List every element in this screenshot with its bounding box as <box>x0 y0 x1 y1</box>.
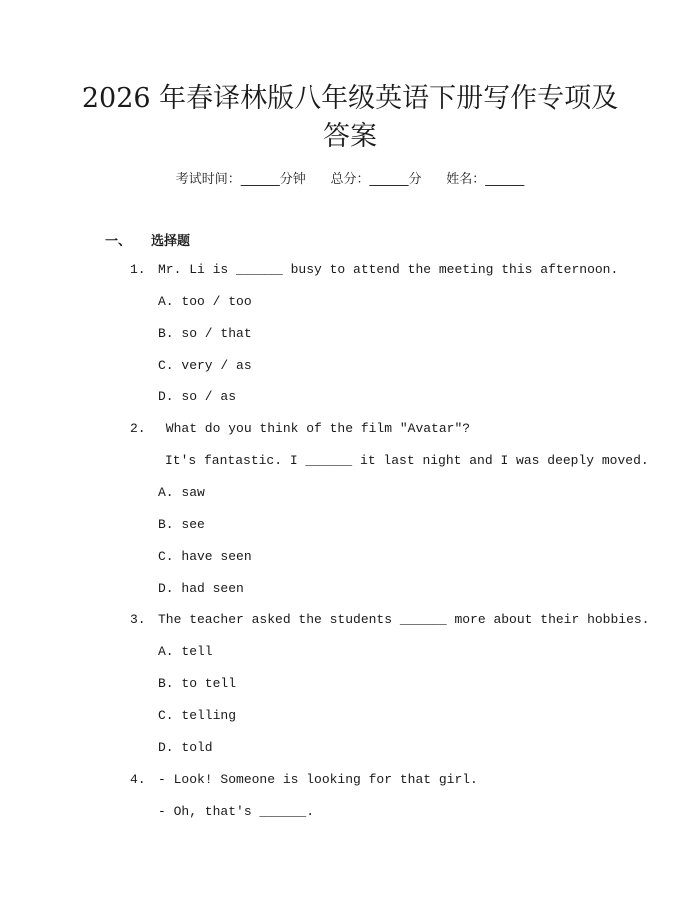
question-3-number: 3. <box>130 612 146 627</box>
document-title-line-2: 答案 <box>323 121 377 152</box>
question-3-option-b: B. to tell <box>158 676 237 691</box>
question-2-option-c: C. have seen <box>158 549 252 564</box>
section-title: 选择题 <box>151 234 191 249</box>
question-2-number: 2. <box>130 421 146 436</box>
question-2-option-a: A. saw <box>158 485 205 500</box>
question-3-text: The teacher asked the students ______ more about their hobbies. <box>158 612 650 627</box>
question-4-text-line-2: - Oh, that's ______. <box>158 804 315 819</box>
section-number: 一、 <box>105 234 132 249</box>
question-1-number: 1. <box>130 262 146 277</box>
question-1-option-a: A. too / too <box>158 294 252 309</box>
question-1-option-c: C. very / as <box>158 358 252 373</box>
question-3-option-a: A. tell <box>158 644 213 659</box>
question-1-option-d: D. so / as <box>158 389 237 404</box>
question-2-text: What do you think of the film "Avatar"? <box>158 421 471 436</box>
question-4-text: - Look! Someone is looking for that girl. <box>158 772 478 787</box>
question-2-option-b: B. see <box>158 517 205 532</box>
question-1-text: Mr. Li is ______ busy to attend the meeting this afternoon. <box>158 262 619 277</box>
question-1-option-b: B. so / that <box>158 326 252 341</box>
section-heading <box>105 230 190 249</box>
question-2-option-d: D. had seen <box>158 581 244 596</box>
question-2-text-line-2: It's fantastic. I ______ it last night and I was deeply moved. <box>165 453 649 468</box>
document-title <box>60 80 640 156</box>
document-title-line-1: 2026 年春译林版八年级英语下册写作专项及 <box>81 83 619 114</box>
question-3-option-d: D. told <box>158 740 213 755</box>
question-3-option-c: C. telling <box>158 708 237 723</box>
exam-info-line: 考试时间：______分钟 总分：______分 姓名：______ <box>175 172 525 187</box>
question-4-number: 4. <box>130 772 146 787</box>
